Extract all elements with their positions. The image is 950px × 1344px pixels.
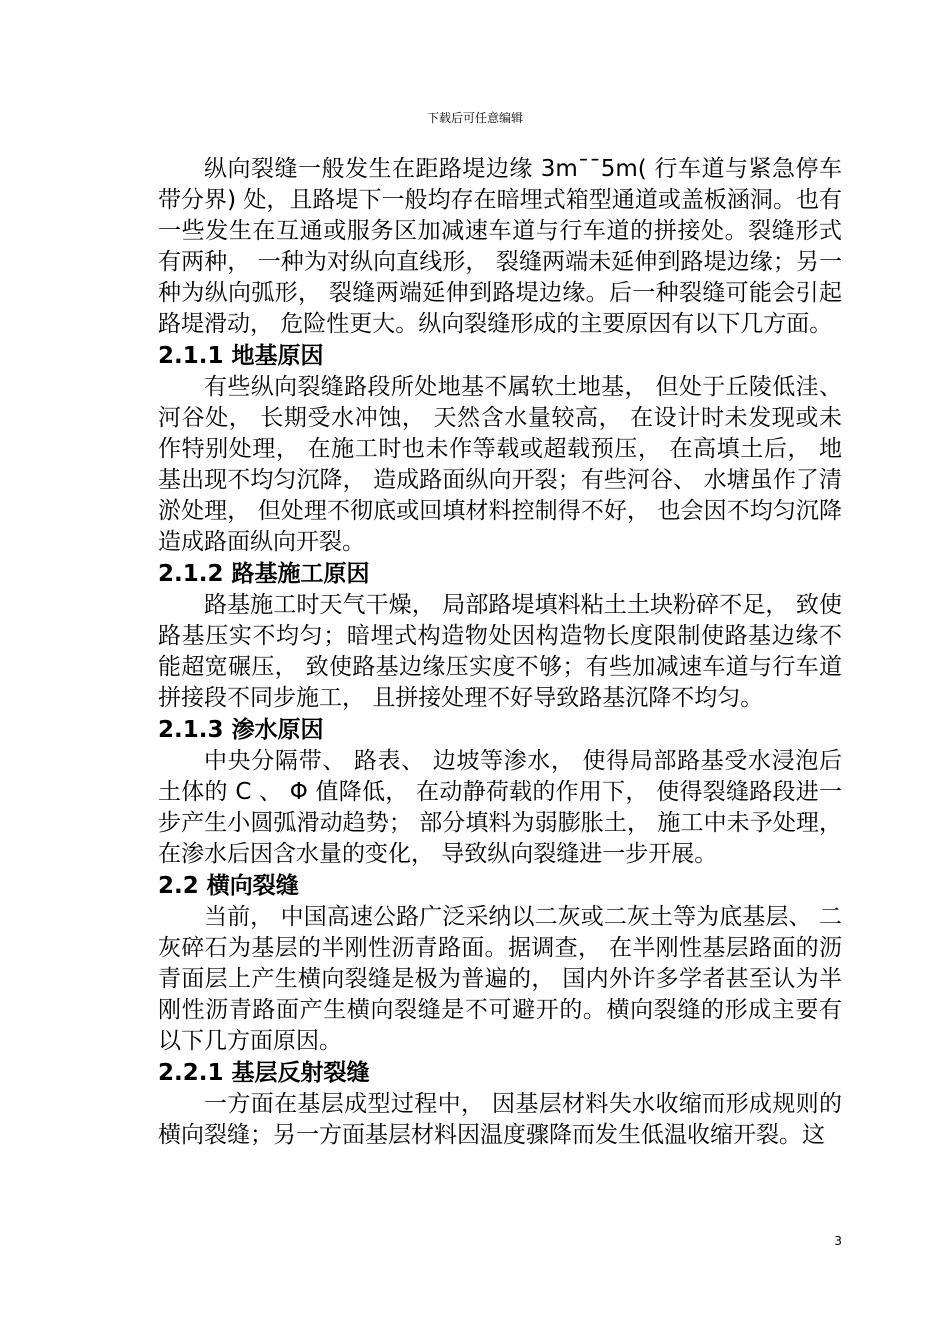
page-number: 3 [834, 1234, 842, 1248]
section-heading: 2.1.1 地基原因 [158, 343, 324, 369]
body-paragraph: 当前， 中国高速公路广泛采纳以二灰或二灰土等为底基层、 二灰碎石为基层的半刚性沥青路面。据调查， 在半刚性基层路面的沥青面层上产生横向裂缝是极为普遍的， 国内外许多学者甚至认为半刚性沥青路面产生横向裂缝是不可避开的。横向裂缝的形成主要有以下几方面原因。 [158, 904, 842, 1054]
body-paragraph: 一方面在基层成型过程中， 因基层材料失水收缩而形成规则的横向裂缝；另一方面基层材料因温度骤降而发生低温收缩开裂。这 [158, 1091, 842, 1148]
body-paragraph: 中央分隔带、 路表、 边坡等渗水， 使得局部路基受水浸泡后土体的 C 、 Φ 值降低， 在动静荷载的作用下， 使得裂缝路段进一步产生小圆弧滑动趋势； 部分填料为弱膨胀土， 施工中未予处理，在渗水后因含水量的变化， 导致纵向裂缝进一步开展。 [158, 748, 842, 867]
body-paragraph: 路基施工时天气干燥， 局部路堤填料粘土土块粉碎不足， 致使路基压实不均匀；暗埋式构造物处因构造物长度限制使路基边缘不能超宽碾压， 致使路基边缘压实度不够；有些加减速车道与行车道拼接段不同步施工， 且拼接处理不好导致路基沉降不均匀。 [158, 592, 842, 711]
document-body [158, 154, 842, 1151]
section-heading: 2.1.3 渗水原因 [158, 717, 324, 743]
section-heading: 2.2 横向裂缝 [158, 873, 299, 899]
body-paragraph: 有些纵向裂缝路段所处地基不属软土地基， 但处于丘陵低洼、河谷处， 长期受水冲蚀， 天然含水量较高， 在设计时未发现或未作特别处理， 在施工时也未作等载或超载预压， 在高填土后， 地基出现不均匀沉降， 造成路面纵向开裂；有些河谷、 水塘虽作了清淤处理， 但处理不彻底或回填材料控制得不好， 也会因不均匀沉降造成路面纵向开裂。 [158, 374, 842, 555]
section-heading: 2.1.2 路基施工原因 [158, 561, 370, 587]
section-heading: 2.2.1 基层反射裂缝 [158, 1060, 370, 1086]
body-paragraph: 纵向裂缝一般发生在距路堤边缘 3m¯¯5m( 行车道与紧急停车带分界) 处，且路堤下一般均存在暗埋式箱型通道或盖板涵洞。也有一些发生在互通或服务区加减速车道与行车道的拼接处。裂缝形式有两种， 一种为对纵向直线形， 裂缝两端未延伸到路堤边缘；另一种为纵向弧形， 裂缝两端延伸到路堤边缘。后一种裂缝可能会引起路堤滑动， 危险性更大。纵向裂缝形成的主要原因有以下几方面。 [158, 156, 842, 337]
page-header: 下载后可任意编辑 [426, 111, 523, 125]
